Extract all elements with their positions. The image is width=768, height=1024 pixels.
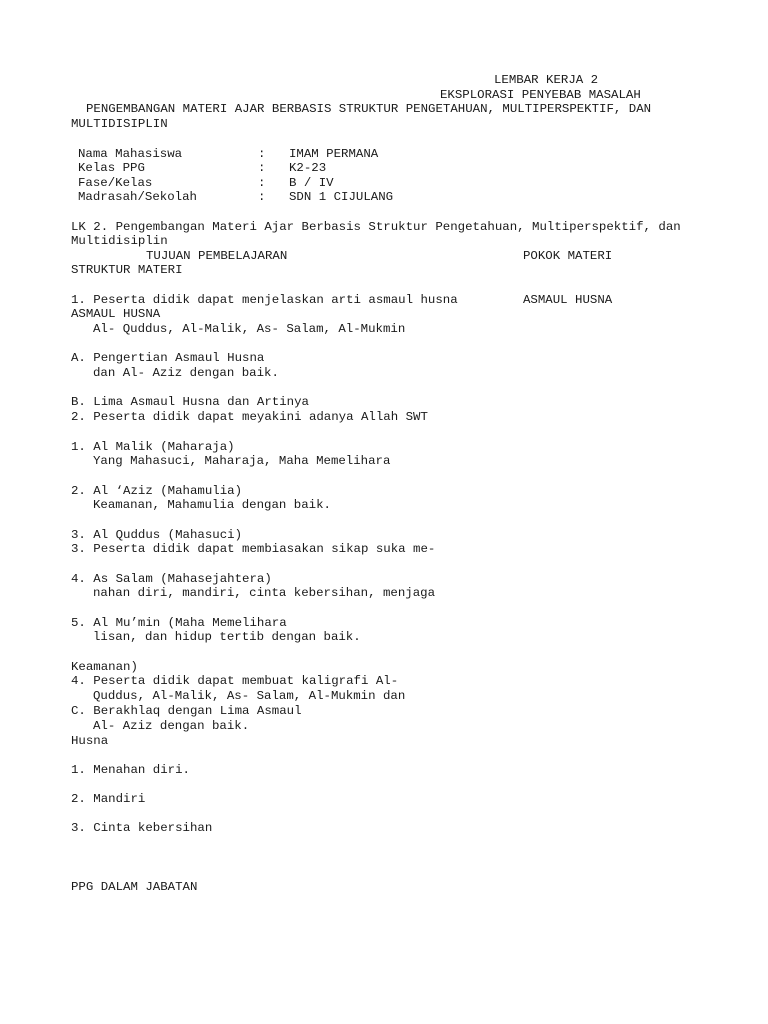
body-line: 5. Al Mu’min (Maha Memelihara (71, 616, 287, 630)
col-header-struktur: STRUKTUR MATERI (71, 263, 183, 277)
value-nama: IMAM PERMANA (289, 147, 379, 161)
body-line: C. Berakhlaq dengan Lima Asmaul (71, 704, 302, 718)
label-nama: Nama Mahasiswa (78, 147, 183, 161)
body-line: Keamanan, Mahamulia dengan baik. (93, 498, 331, 512)
body-line: Husna (71, 734, 109, 748)
doc-heading: PENGEMBANGAN MATERI AJAR BERBASIS STRUKTUR PENGETAHUAN, MULTIPERSPEKTIF, DAN (86, 102, 652, 116)
body-line: B. Lima Asmaul Husna dan Artinya (71, 395, 309, 409)
body-line: Yang Mahasuci, Maharaja, Maha Memelihara (93, 454, 391, 468)
body-line: lisan, dan hidup tertib dengan baik. (93, 630, 361, 644)
body-line: 1. Peserta didik dapat menjelaskan arti asmaul husna (71, 293, 458, 307)
sep-fase: : (258, 176, 266, 190)
body-line: nahan diri, mandiri, cinta kebersihan, menjaga (93, 586, 436, 600)
value-sekolah: SDN 1 CIJULANG (289, 190, 394, 204)
body-line: Quddus, Al-Malik, As- Salam, Al-Mukmin dan (93, 689, 406, 703)
body-line: 1. Al Malik (Maharaja) (71, 440, 235, 454)
lk-title-cont: Multidisiplin (71, 234, 168, 248)
body-line: 1. Menahan diri. (71, 763, 190, 777)
doc-heading-cont: MULTIDISIPLIN (71, 117, 168, 131)
body-line: 3. Peserta didik dapat membiasakan sikap suka me- (71, 542, 436, 556)
body-line: 3. Cinta kebersihan (71, 821, 213, 835)
sep-kelas: : (258, 161, 266, 175)
body-line: 4. As Salam (Mahasejahtera) (71, 572, 272, 586)
sep-nama: : (258, 147, 266, 161)
body-line: 4. Peserta didik dapat membuat kaligrafi Al- (71, 674, 399, 688)
body-line: Al- Aziz dengan baik. (93, 719, 250, 733)
body-line: 2. Al ‘Aziz (Mahamulia) (71, 484, 243, 498)
body-line: A. Pengertian Asmaul Husna (71, 351, 265, 365)
body-line: 3. Al Quddus (Mahasuci) (71, 528, 243, 542)
body-line: Al- Quddus, Al-Malik, As- Salam, Al-Mukmin (93, 322, 406, 336)
lk-title: LK 2. Pengembangan Materi Ajar Berbasis Struktur Pengetahuan, Multiperspektif, dan (71, 220, 681, 234)
value-fase: B / IV (289, 176, 334, 190)
label-kelas: Kelas PPG (78, 161, 145, 175)
value-kelas: K2-23 (289, 161, 327, 175)
body-line: ASMAUL HUSNA (71, 307, 161, 321)
body-line: ASMAUL HUSNA (523, 293, 613, 307)
col-header-tujuan: TUJUAN PEMBELAJARAN (146, 249, 288, 263)
doc-subtitle: EKSPLORASI PENYEBAB MASALAH (440, 88, 641, 102)
doc-title: LEMBAR KERJA 2 (494, 73, 599, 87)
body-line: Keamanan) (71, 660, 138, 674)
footer-text: PPG DALAM JABATAN (71, 880, 198, 894)
body-line: dan Al- Aziz dengan baik. (93, 366, 279, 380)
sep-sekolah: : (258, 190, 266, 204)
label-sekolah: Madrasah/Sekolah (78, 190, 197, 204)
body-line: 2. Peserta didik dapat meyakini adanya Allah SWT (71, 410, 428, 424)
body-line: 2. Mandiri (71, 792, 146, 806)
label-fase: Fase/Kelas (78, 176, 153, 190)
col-header-pokok: POKOK MATERI (523, 249, 613, 263)
